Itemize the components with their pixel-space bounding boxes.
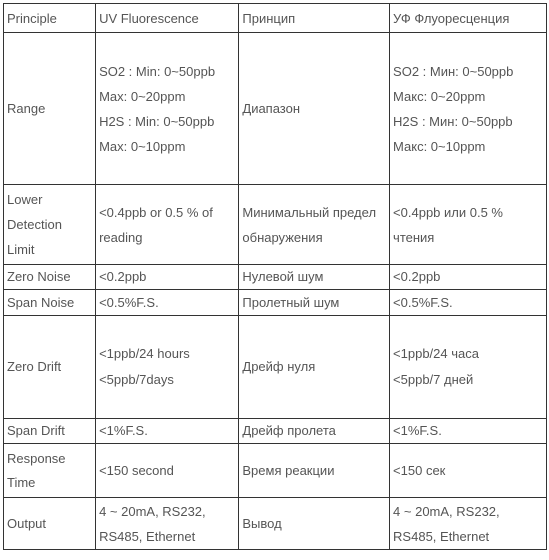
cell-line: 4 ~ 20mA, RS232, [99, 503, 206, 519]
cell-line: Lower [7, 192, 43, 207]
table-row [4, 419, 547, 444]
cell-line: <0.5%F.S. [393, 294, 453, 310]
table-cell [4, 265, 96, 290]
table-cell [239, 419, 390, 444]
cell-line: Принцип [242, 10, 296, 26]
cell-line: Дрейф пролета [242, 423, 336, 438]
table-cell [4, 444, 96, 498]
table-cell [239, 290, 390, 316]
cell-line: Output [7, 516, 47, 531]
cell-line: Time [7, 474, 36, 490]
cell-line: Макс: 0~10ppm [393, 138, 486, 154]
table-cell [4, 419, 96, 444]
cell-line: обнаружения [242, 229, 323, 245]
table-cell [390, 265, 547, 290]
table-cell [239, 265, 390, 290]
table-cell [239, 498, 390, 550]
cell-line: Вывод [242, 516, 282, 531]
cell-line: Минимальный предел [242, 204, 377, 220]
table-row [4, 290, 547, 316]
cell-line: Время реакции [242, 462, 335, 478]
cell-line: Max: 0~20ppm [99, 88, 186, 104]
cell-line: <1ppb/24 часа [393, 346, 479, 361]
cell-line: SO2 : Min: 0~50ppb [99, 63, 216, 79]
table-row [4, 265, 547, 290]
cell-line: Пролетный шум [242, 294, 340, 310]
cell-line: Detection [7, 217, 62, 232]
table-cell [390, 33, 547, 185]
cell-line: <0.2ppb [393, 269, 441, 284]
cell-line: <1%F.S. [99, 423, 148, 438]
cell-line: <0.5%F.S. [99, 294, 159, 310]
cell-line: <150 сек [393, 462, 446, 478]
table-cell [390, 419, 547, 444]
table-cell [96, 444, 239, 498]
cell-line: Limit [7, 242, 35, 257]
table-row [4, 444, 547, 498]
cell-line: Max: 0~10ppm [99, 138, 186, 154]
cell-line: RS485, Ethernet [99, 528, 196, 544]
cell-line: H2S : Мин: 0~50ppb [393, 113, 513, 129]
table-cell [239, 185, 390, 265]
cell-line: <5ppb/7 дней [393, 372, 474, 387]
table-cell [239, 444, 390, 498]
cell-line: 4 ~ 20mA, RS232, [393, 503, 500, 519]
table-cell [4, 4, 96, 33]
table-cell [96, 498, 239, 550]
cell-line: RS485, Ethernet [393, 528, 490, 544]
table-cell [96, 185, 239, 265]
cell-line: SO2 : Мин: 0~50ppb [393, 63, 514, 79]
table-cell [239, 316, 390, 419]
table-cell [96, 265, 239, 290]
table-cell [4, 498, 96, 550]
cell-line: <0.4ppb или 0.5 % [393, 204, 503, 220]
cell-line: <5ppb/7days [99, 372, 174, 387]
table-row [4, 33, 547, 185]
cell-line: <150 second [99, 462, 174, 478]
table-cell [390, 185, 547, 265]
table-cell [239, 4, 390, 33]
cell-line: Макс: 0~20ppm [393, 88, 486, 104]
table-cell [4, 33, 96, 185]
cell-line: Span Noise [7, 294, 75, 310]
cell-line: Zero Noise [7, 269, 71, 284]
cell-line: <0.2ppb [99, 269, 147, 284]
table-row [4, 498, 547, 550]
cell-line: UV Fluorescence [99, 10, 199, 26]
table-cell [96, 290, 239, 316]
table-cell [390, 290, 547, 316]
table-cell [4, 290, 96, 316]
cell-line: Range [7, 101, 46, 116]
table-cell [4, 185, 96, 265]
cell-line: УФ Флуоресценция [393, 10, 510, 26]
cell-line: Диапазон [242, 101, 301, 116]
cell-line: <1ppb/24 hours [99, 346, 190, 361]
cell-line: <1%F.S. [393, 423, 442, 438]
table-cell [96, 33, 239, 185]
table-cell [390, 4, 547, 33]
cell-line: Principle [7, 10, 57, 26]
cell-line: Span Drift [7, 423, 65, 438]
cell-line: <0.4ppb or 0.5 % of [99, 204, 213, 220]
table-row [4, 4, 547, 33]
table-cell [390, 498, 547, 550]
cell-line: Нулевой шум [242, 269, 324, 284]
cell-line: Zero Drift [7, 359, 62, 374]
table-cell [96, 419, 239, 444]
cell-line: H2S : Min: 0~50ppb [99, 113, 215, 129]
cell-line: reading [99, 229, 143, 245]
cell-line: Дрейф нуля [242, 359, 316, 374]
table-row [4, 185, 547, 265]
cell-line: Response [7, 450, 66, 466]
specification-table [3, 3, 547, 550]
table-cell [390, 444, 547, 498]
table-cell [390, 316, 547, 419]
table-cell [96, 4, 239, 33]
table-row [4, 316, 547, 419]
cell-line: чтения [393, 229, 435, 245]
table-cell [4, 316, 96, 419]
table-cell [96, 316, 239, 419]
table-cell [239, 33, 390, 185]
